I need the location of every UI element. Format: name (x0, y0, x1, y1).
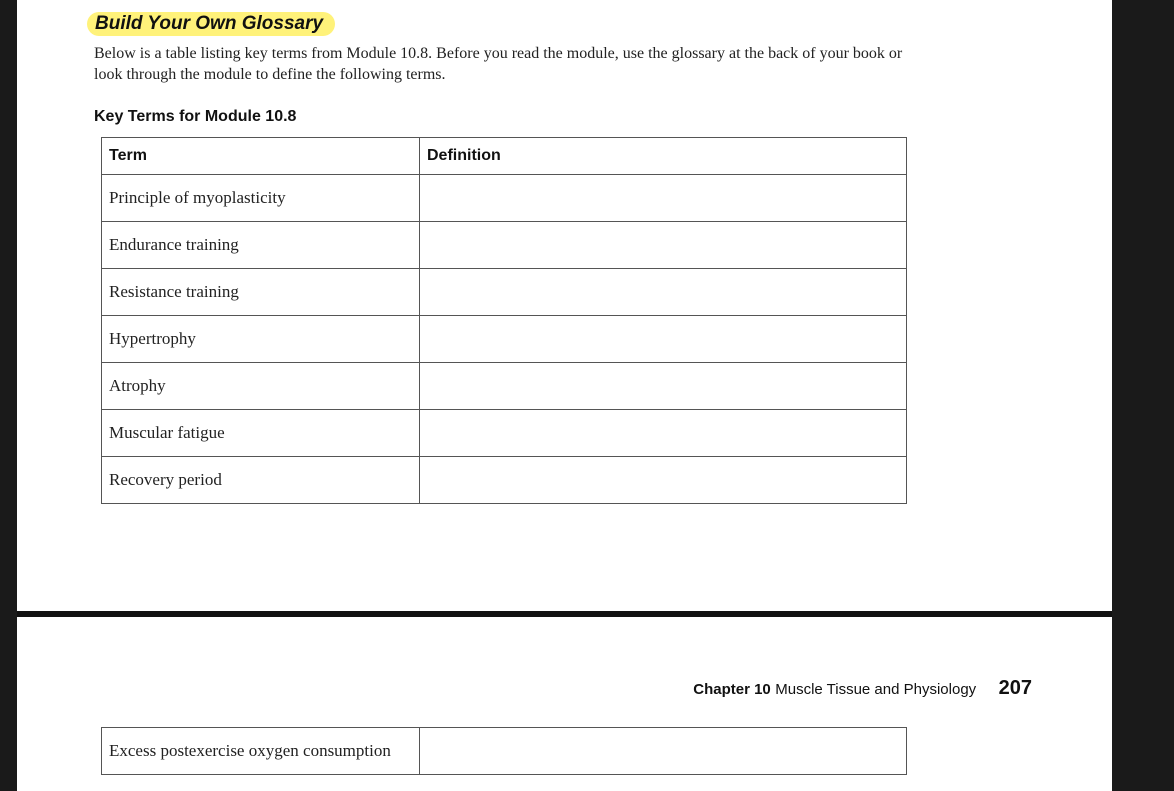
document-page-bottom (17, 617, 1112, 791)
definition-cell[interactable] (420, 728, 907, 775)
page-number: 207 (998, 677, 1032, 699)
page-footer (693, 677, 1032, 700)
definition-column-header: Definition (420, 138, 907, 175)
glossary-table (101, 137, 907, 504)
term-cell: Resistance training (102, 269, 420, 316)
term-cell: Recovery period (102, 457, 420, 504)
table-row (102, 728, 907, 775)
term-cell: Excess postexercise oxygen consumption (102, 728, 420, 775)
term-cell: Endurance training (102, 222, 420, 269)
definition-cell[interactable] (420, 410, 907, 457)
table-row (102, 269, 907, 316)
term-cell: Atrophy (102, 363, 420, 410)
definition-cell[interactable] (420, 175, 907, 222)
definition-cell[interactable] (420, 363, 907, 410)
definition-cell[interactable] (420, 222, 907, 269)
definition-cell[interactable] (420, 316, 907, 363)
table-row (102, 410, 907, 457)
term-cell: Principle of myoplasticity (102, 175, 420, 222)
intro-paragraph: Below is a table listing key terms from Module 10.8. Before you read the module, use the glossary at the back of your book or look through the module to define the following terms. (94, 45, 903, 83)
section-heading: Build Your Own Glossary (87, 12, 335, 36)
term-cell: Muscular fatigue (102, 410, 420, 457)
table-row (102, 363, 907, 410)
table-row (102, 175, 907, 222)
footer-chapter: Chapter 10 (693, 681, 771, 698)
table-header-row (102, 138, 907, 175)
term-column-header: Term (102, 138, 420, 175)
document-page-top (17, 0, 1112, 611)
glossary-table-continued (101, 727, 907, 775)
definition-cell[interactable] (420, 269, 907, 316)
term-cell: Hypertrophy (102, 316, 420, 363)
definition-cell[interactable] (420, 457, 907, 504)
table-row (102, 316, 907, 363)
table-row (102, 457, 907, 504)
table-row (102, 222, 907, 269)
footer-chapter-title: Muscle Tissue and Physiology (775, 681, 977, 698)
table-caption: Key Terms for Module 10.8 (94, 108, 297, 125)
